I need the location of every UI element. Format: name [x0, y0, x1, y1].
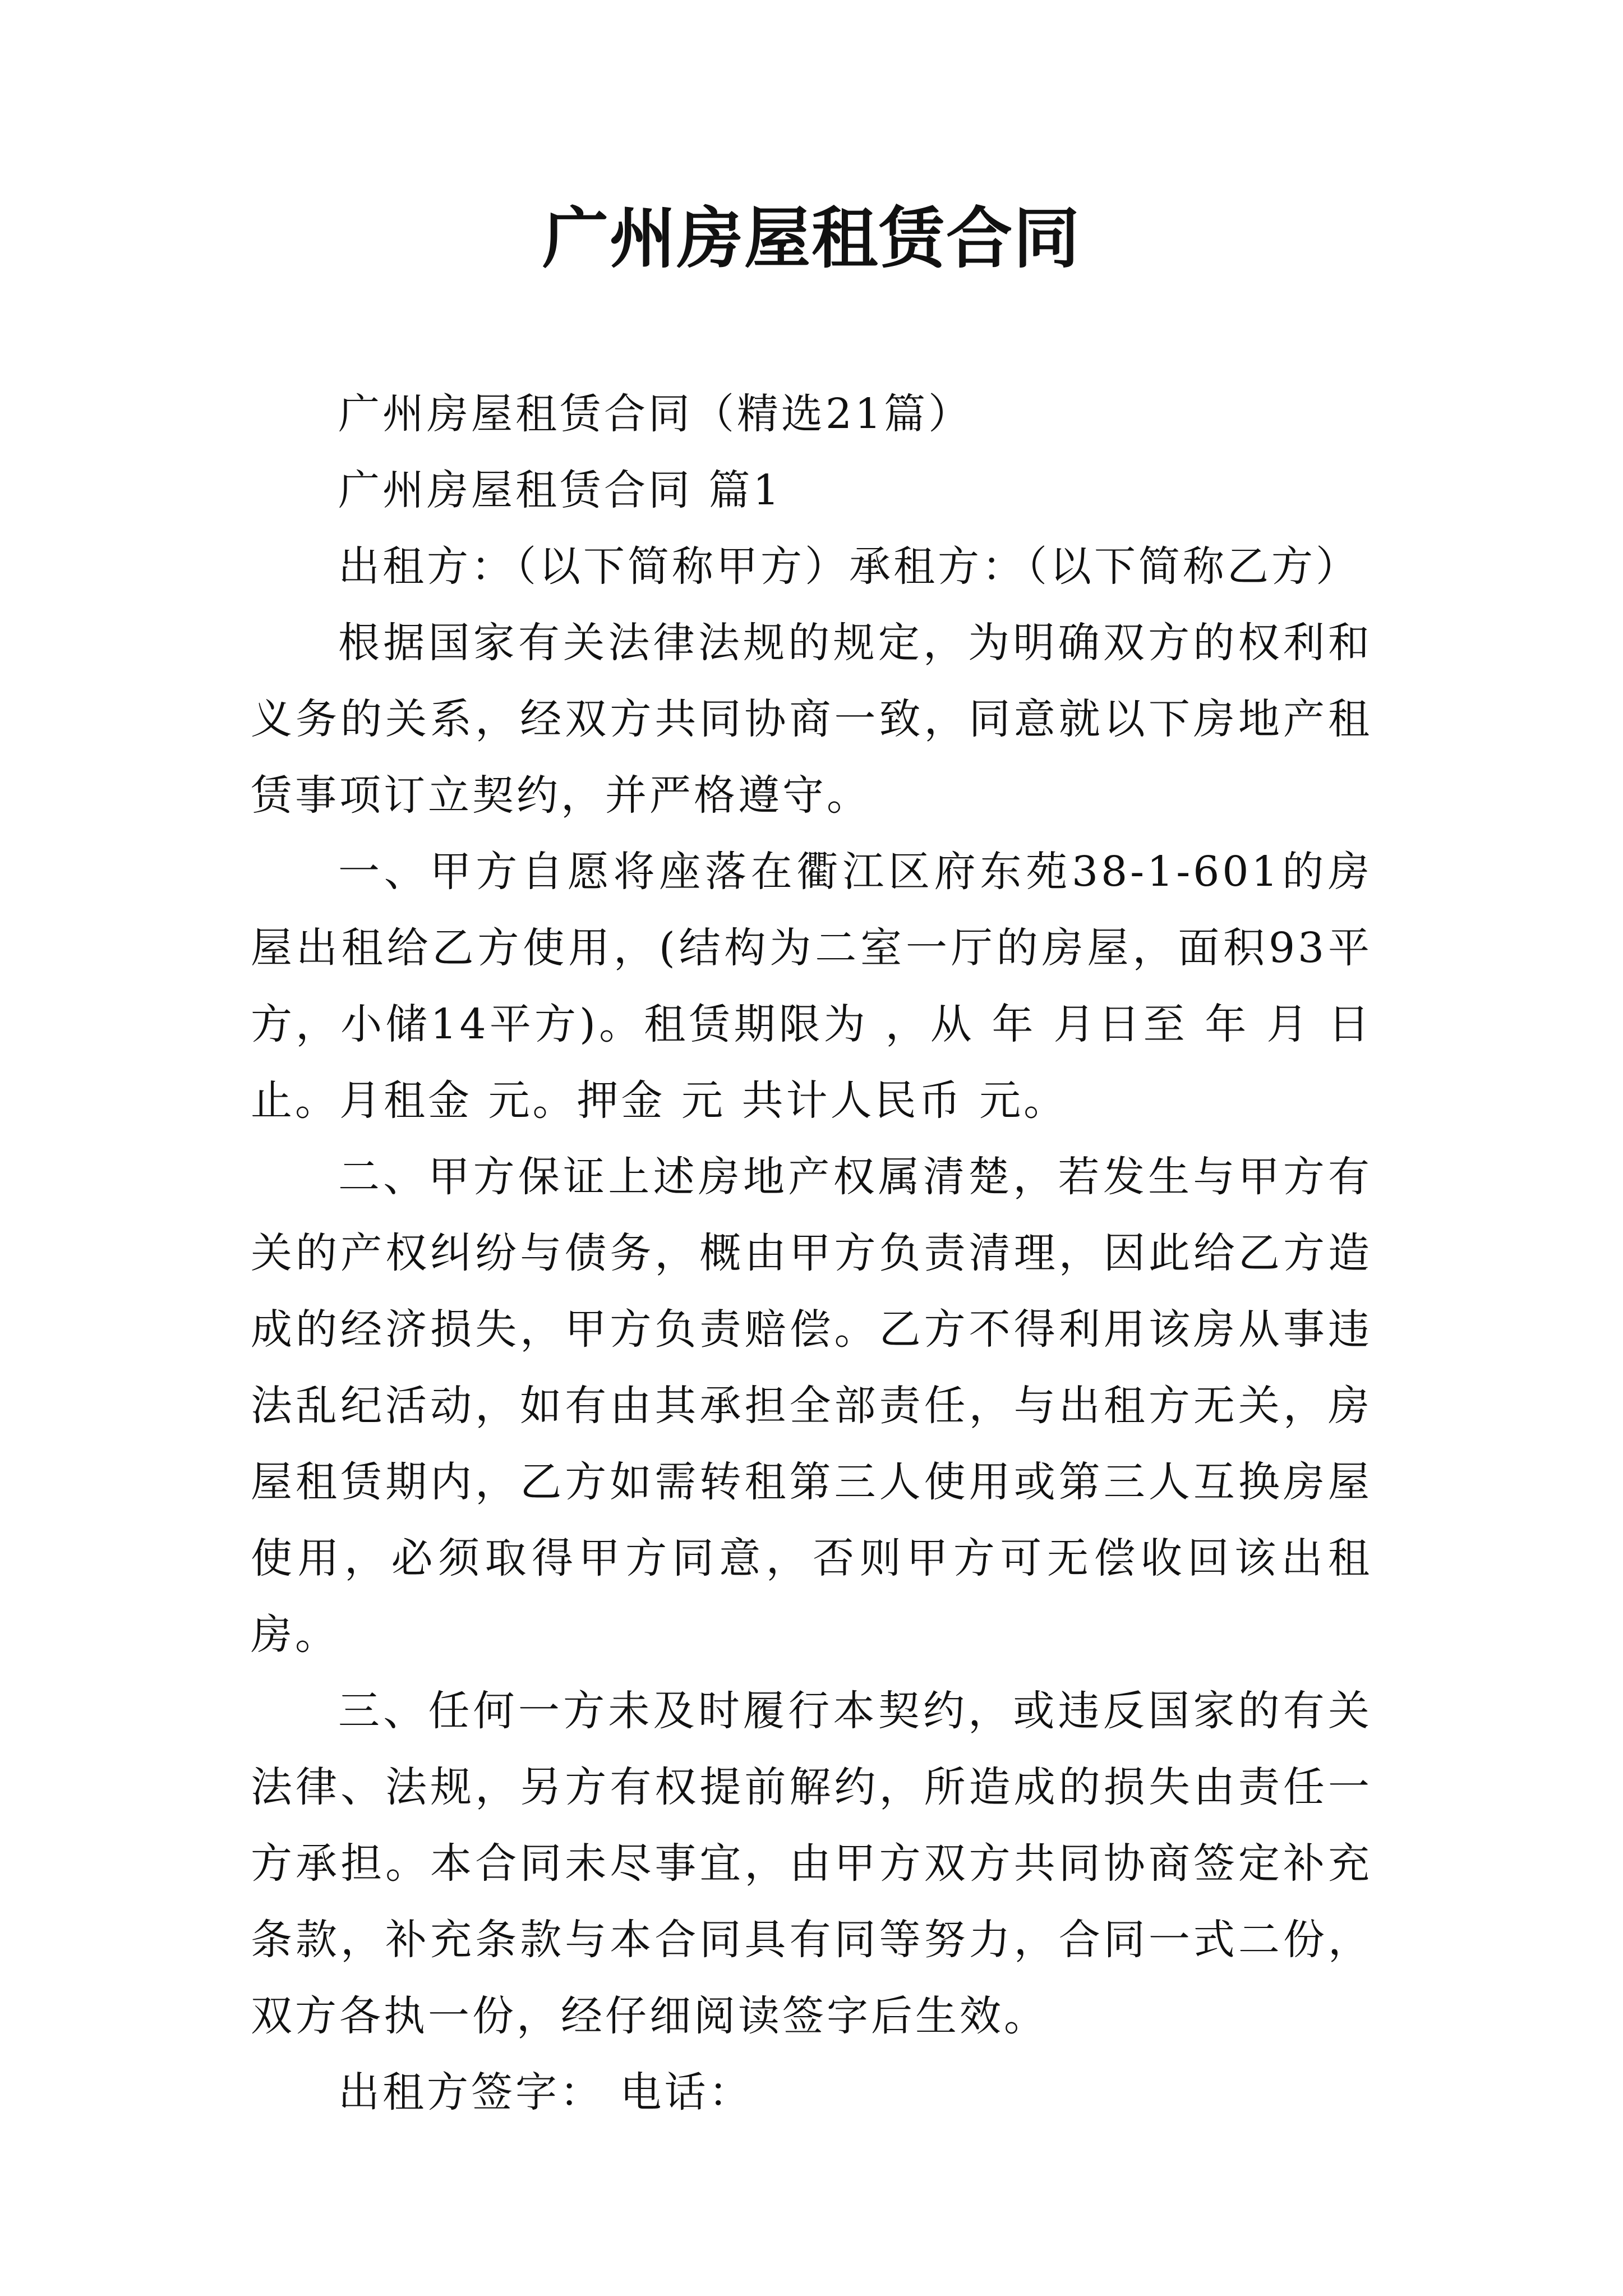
preamble-paragraph: 根据国家有关法律法规的规定，为明确双方的权利和义务的关系，经双方共同协商一致，同意就以下房地产租赁事项订立契约，并严格遵守。 — [251, 619, 1372, 820]
signature-line: 出租方签字： 电话： — [338, 2068, 753, 2116]
document-title: 广州房屋租赁合同 — [542, 199, 1081, 277]
section-heading: 广州房屋租赁合同 篇1 — [338, 466, 782, 514]
document-body — [251, 376, 1372, 2131]
clause-2-paragraph: 二、甲方保证上述房地产权属清楚，若发生与甲方有关的产权纠纷与债务，概由甲方负责清理，因此给乙方造成的经济损失，甲方负责赔偿。乙方不得利用该房从事违法乱纪活动，如有由其承担全部责任，与出租方无关，房屋租赁期内，乙方如需转租第三人使用或第三人互换房屋使用，必须取得甲方同意，否则甲方可无偿收回该出租房。 — [251, 1153, 1372, 1659]
parties-line: 出租方：（以下简称甲方）承租方：（以下简称乙方） — [338, 542, 1360, 591]
subtitle-line: 广州房屋租赁合同（精选21篇） — [338, 390, 973, 438]
clause-1-paragraph: 一、甲方自愿将座落在衢江区府东苑38-1-601的房屋出租给乙方使用，(结构为二室一厅的房屋，面积93平方，小储14平方)。租赁期限为 ，从 年 月日至 年 月 日止。月租金 元。押金 元 共计人民币 元。 — [251, 848, 1372, 1125]
clause-3-paragraph: 三、任何一方未及时履行本契约，或违反国家的有关法律、法规，另方有权提前解约，所造成的损失由责任一方承担。本合同未尽事宜，由甲方双方共同协商签定补充条款，补充条款与本合同具有同等努力，合同一式二份，双方各执一份，经仔细阅读签字后生效。 — [251, 1687, 1372, 2040]
